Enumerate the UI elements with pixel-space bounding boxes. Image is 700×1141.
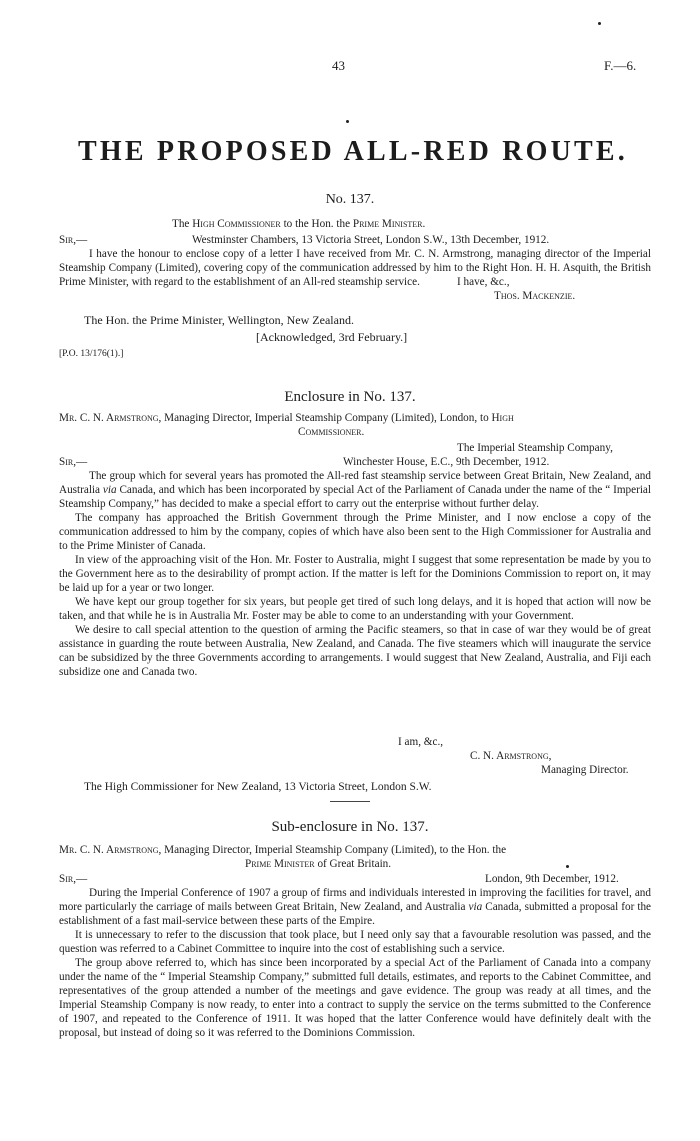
enclosure-paragraph: We desire to call special attention to the question of arming the Pacific steamers, so that in case of war they would be of great assistance in guarding the route between Australia, New Zealand, and Canada. The five steamers which will inaugurate the service can be subsidized by the three Governments according to arrangements. I would suggest that New Zealand, Australia, and Fiji each subsidize one and Canada two.	[59, 624, 651, 678]
enclosure-route: Mr. C. N. Armstrong, Managing Director, Imperial Steamship Company (Limited), London, to High	[59, 412, 514, 424]
enclosure-route-end: Commissioner.	[298, 426, 365, 438]
enclosure-signatory-title: Managing Director.	[541, 764, 629, 776]
letter-address: Westminster Chambers, 13 Victoria Street, London S.W., 13th December, 1912.	[192, 234, 550, 246]
enclosure-address-line-2: Winchester House, E.C., 9th December, 1912.	[343, 456, 550, 468]
section-divider	[330, 801, 370, 802]
enclosure-salutation: Sir,—	[59, 456, 88, 468]
page-title: THE PROPOSED ALL-RED ROUTE.	[77, 136, 629, 167]
letter-signature: Thos. Mackenzie.	[494, 290, 576, 302]
subenclosure-route-end: Prime Minister of Great Britain.	[245, 858, 392, 870]
page-number: 43	[332, 58, 345, 73]
enclosure-body	[59, 469, 651, 679]
enclosure-closing: I am, &c.,	[398, 736, 444, 748]
subenclosure-address: London, 9th December, 1912.	[485, 873, 619, 885]
letter-route: The High Commissioner to the Hon. the Prime Minister.	[172, 218, 426, 230]
print-speck	[346, 120, 349, 123]
letter-closing: I have, &c.,	[457, 276, 510, 288]
enclosure-addressee: The High Commissioner for New Zealand, 13 Victoria Street, London S.W.	[84, 781, 432, 793]
subenclosure-paragraph: It is unnecessary to refer to the discussion that took place, but I need only say that a favourable resolution was passed, and the question was referred to a Cabinet Committee to inquire into the cost of establishing such a service.	[59, 929, 651, 955]
file-reference: [P.O. 13/176(1).]	[59, 349, 124, 359]
enclosure-paragraph: In view of the approaching visit of the Hon. Mr. Foster to Australia, might I suggest that some representation be made by you to the Government here as to the desirability of prompt action. If the matter is left for the Dominions Commission to report on, it may be laid up for a year or two longer.	[59, 554, 651, 594]
letter-body: I have the honour to enclose copy of a letter I have received from Mr. C. N. Armstrong, managing director of the Imperial Steamship Company (Limited), covering copy of the communication addressed by him to the Right Hon. H. H. Asquith, the British Prime Minister, with regard to the establishment of an All-red steamship service.	[59, 248, 651, 288]
print-speck	[566, 865, 569, 868]
subenclosure-paragraph: The group above referred to, which has since been incorporated by a special Act of the Parliament of Canada into a company under the name of the “ Imperial Steamship Company,” submitted full details, estimates, and reports to the Cabinet Committee, and representatives of the group attended a number of the meetings and gave evidence. The group was ready at all times, and the Imperial Steamship Company is now ready, to enter into a contract to supply the service on the terms submitted to the Conference of 1907, and repeated to the Conference of 1911. It was hoped that the latter Conference would have definitely dealt with the proposal, but instead of doing so it was referred to the Dominions Commission.	[59, 957, 651, 1039]
subenclosure-heading: Sub-enclosure in No. 137.	[271, 819, 429, 835]
subenclosure-route: Mr. C. N. Armstrong, Managing Director, Imperial Steamship Company (Limited), to the Hon. the	[59, 844, 507, 856]
document-reference: F.—6.	[604, 58, 637, 73]
print-speck	[598, 22, 601, 25]
subenclosure-paragraph: During the Imperial Conference of 1907 a group of firms and individuals interested in improving the facilities for travel, and more particularly the carriage of mails between Great Britain, New Zealand, and Australia via Canada, submitted a proposal for the establishment of a fast mail-service between these parts of the Empire.	[59, 887, 652, 927]
enclosure-signature: C. N. Armstrong,	[470, 750, 552, 762]
enclosure-address-line-1: The Imperial Steamship Company,	[457, 442, 613, 454]
letter-number: No. 137.	[325, 192, 375, 207]
enclosure-heading: Enclosure in No. 137.	[284, 389, 416, 405]
enclosure-paragraph: The group which for several years has promoted the All-red fast steamship service between Great Britain, New Zealand, and Australia via Canada, and which has been incorporated by special Act of the Parliament of Canada under the name of the “ Imperial Steamship Company,” has decided to make a special effort to carry out the enterprise without further delay.	[59, 470, 651, 510]
subenclosure-body	[59, 886, 651, 1040]
subenclosure-salutation: Sir,—	[59, 873, 88, 885]
letter-addressee: The Hon. the Prime Minister, Wellington, New Zealand.	[84, 313, 354, 327]
acknowledgement-note: [Acknowledged, 3rd February.]	[256, 330, 408, 344]
enclosure-paragraph: The company has approached the British Government through the Prime Minister, and I now enclose a copy of the communication addressed to him by the company, copies of which have also been sent to the High Commissioner for Australia and to the Prime Minister of Canada.	[59, 512, 651, 552]
salutation: Sir,—	[59, 234, 88, 246]
enclosure-paragraph: We have kept our group together for six years, but people get tired of such long delays, and it is hoped that action will now be taken, and that while he is in Australia Mr. Foster may be able to come to an understanding with your Government.	[59, 596, 651, 622]
